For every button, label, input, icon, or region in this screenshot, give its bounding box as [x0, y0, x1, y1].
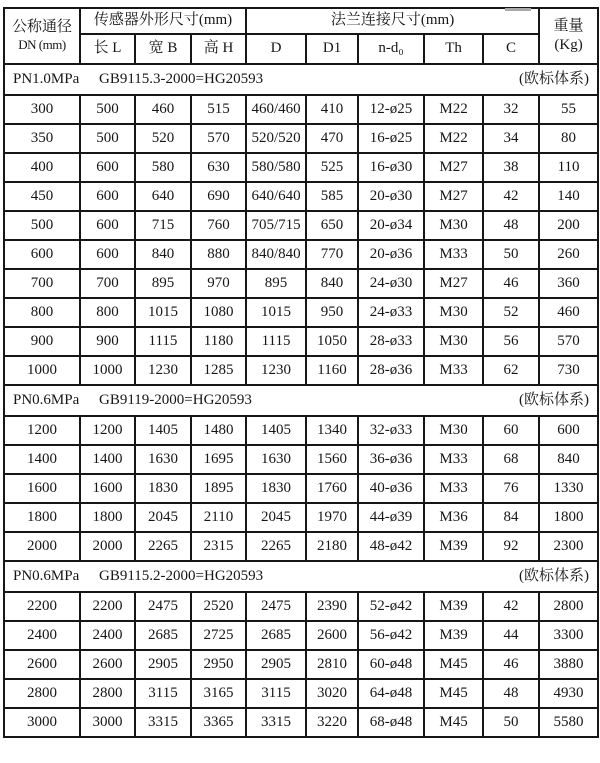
table-cell: M33: [424, 356, 483, 385]
table-cell: 46: [483, 650, 539, 679]
table-cell: 92: [483, 532, 539, 561]
table-cell: 3315: [135, 708, 191, 737]
table-cell: 600: [4, 240, 80, 269]
section-cell: [4, 385, 598, 416]
table-cell: 1180: [191, 327, 246, 356]
table-row: [4, 124, 598, 153]
table-cell: 24-ø33: [358, 298, 424, 327]
table-cell: 690: [191, 182, 246, 211]
table-cell: M39: [424, 592, 483, 621]
table-cell: 2800: [4, 679, 80, 708]
table-cell: 1600: [80, 474, 135, 503]
table-cell: 84: [483, 503, 539, 532]
section-row: [4, 561, 598, 592]
table-cell: 1830: [246, 474, 306, 503]
section-standard-note: (欧标体系): [519, 70, 590, 87]
column-header-c: C: [483, 34, 539, 64]
table-cell: 895: [135, 269, 191, 298]
table-row: [4, 327, 598, 356]
table-cell: 1800: [539, 503, 598, 532]
section-row: [4, 385, 598, 416]
table-cell: M30: [424, 327, 483, 356]
table-cell: 46: [483, 269, 539, 298]
table-cell: 1400: [4, 445, 80, 474]
table-cell: 28-ø33: [358, 327, 424, 356]
table-cell: 2600: [4, 650, 80, 679]
table-cell: 44: [483, 621, 539, 650]
table-cell: 2800: [539, 592, 598, 621]
table-cell: M33: [424, 240, 483, 269]
dn-label: 公称通径: [11, 19, 72, 36]
table-cell: 2400: [80, 621, 135, 650]
section-standard-code: GB9119-2000=HG20593: [99, 391, 252, 408]
table-cell: 470: [306, 124, 358, 153]
table-cell: M27: [424, 153, 483, 182]
table-cell: M45: [424, 650, 483, 679]
table-cell: 68-ø48: [358, 708, 424, 737]
table-cell: M45: [424, 679, 483, 708]
table-cell: 2685: [135, 621, 191, 650]
table-cell: 2200: [4, 592, 80, 621]
table-cell: 800: [80, 298, 135, 327]
section-pressure-rating: PN0.6MPa: [13, 567, 80, 584]
header-row-subcolumns: [4, 34, 598, 64]
table-cell: 900: [80, 327, 135, 356]
table-cell: 1000: [4, 356, 80, 385]
table-cell: 3000: [4, 708, 80, 737]
table-cell: 520: [135, 124, 191, 153]
table-cell: 300: [4, 95, 80, 124]
table-cell: 585: [306, 182, 358, 211]
table-cell: 1480: [191, 416, 246, 445]
table-cell: 1050: [306, 327, 358, 356]
table-cell: 515: [191, 95, 246, 124]
table-body: [4, 64, 598, 737]
table-cell: 1830: [135, 474, 191, 503]
table-cell: M39: [424, 621, 483, 650]
table-cell: 52-ø42: [358, 592, 424, 621]
table-cell: 2475: [135, 592, 191, 621]
table-cell: 42: [483, 592, 539, 621]
table-cell: 3115: [246, 679, 306, 708]
table-cell: M45: [424, 708, 483, 737]
table-cell: 60: [483, 416, 539, 445]
table-row: [4, 621, 598, 650]
table-row: [4, 416, 598, 445]
section-standard-note: (欧标体系): [519, 391, 590, 408]
header-row-groups: [4, 8, 598, 34]
table-cell: 48: [483, 211, 539, 240]
table-cell: 2390: [306, 592, 358, 621]
column-header-d1: D1: [306, 34, 358, 64]
table-cell: 350: [4, 124, 80, 153]
table-cell: 570: [191, 124, 246, 153]
table-cell: 140: [539, 182, 598, 211]
table-cell: 1285: [191, 356, 246, 385]
table-cell: M36: [424, 503, 483, 532]
table-cell: 360: [539, 269, 598, 298]
column-header-n-d0: n-d₀: [358, 34, 424, 64]
table-cell: 500: [80, 124, 135, 153]
table-cell: 2180: [306, 532, 358, 561]
table-cell: 2520: [191, 592, 246, 621]
table-cell: 64-ø48: [358, 679, 424, 708]
table-cell: 20-ø30: [358, 182, 424, 211]
table-cell: 2810: [306, 650, 358, 679]
table-cell: 28-ø36: [358, 356, 424, 385]
table-cell: 1895: [191, 474, 246, 503]
column-header-weight: [539, 8, 598, 64]
table-cell: 715: [135, 211, 191, 240]
table-cell: 840: [539, 445, 598, 474]
table-cell: 1115: [246, 327, 306, 356]
table-cell: 76: [483, 474, 539, 503]
table-cell: 3365: [191, 708, 246, 737]
column-header-width: 宽 B: [135, 34, 191, 64]
table-cell: 600: [80, 211, 135, 240]
table-row: [4, 153, 598, 182]
table-cell: M22: [424, 95, 483, 124]
table-cell: 580: [135, 153, 191, 182]
table-cell: 2300: [539, 532, 598, 561]
table-row: [4, 445, 598, 474]
table-cell: 730: [539, 356, 598, 385]
table-cell: 500: [4, 211, 80, 240]
table-cell: 840: [135, 240, 191, 269]
table-cell: 20-ø34: [358, 211, 424, 240]
table-cell: 32: [483, 95, 539, 124]
table-row: [4, 708, 598, 737]
column-header-dn: [4, 8, 80, 64]
table-cell: 410: [306, 95, 358, 124]
table-cell: 2905: [246, 650, 306, 679]
table-cell: 3300: [539, 621, 598, 650]
section-standard-code: GB9115.3-2000=HG20593: [99, 70, 264, 87]
table-cell: 1115: [135, 327, 191, 356]
table-row: [4, 182, 598, 211]
table-cell: 640: [135, 182, 191, 211]
table-cell: 44-ø39: [358, 503, 424, 532]
table-row: [4, 679, 598, 708]
table-cell: 1015: [135, 298, 191, 327]
table-cell: M33: [424, 445, 483, 474]
table-cell: 3315: [246, 708, 306, 737]
table-cell: 1630: [246, 445, 306, 474]
table-cell: 62: [483, 356, 539, 385]
column-header-length: 长 L: [80, 34, 135, 64]
column-header-height: 高 H: [191, 34, 246, 64]
table-cell: 1630: [135, 445, 191, 474]
table-cell: 460: [135, 95, 191, 124]
table-cell: 460: [539, 298, 598, 327]
table-cell: 55: [539, 95, 598, 124]
table-row: [4, 650, 598, 679]
table-cell: 2950: [191, 650, 246, 679]
table-cell: 705/715: [246, 211, 306, 240]
table-cell: 600: [80, 240, 135, 269]
table-cell: M33: [424, 474, 483, 503]
table-cell: 2110: [191, 503, 246, 532]
table-cell: 16-ø25: [358, 124, 424, 153]
table-cell: 5580: [539, 708, 598, 737]
table-cell: M30: [424, 211, 483, 240]
weight-unit: (Kg): [554, 36, 583, 53]
table-cell: 56-ø42: [358, 621, 424, 650]
table-cell: 110: [539, 153, 598, 182]
table-cell: 24-ø30: [358, 269, 424, 298]
table-cell: 800: [4, 298, 80, 327]
table-row: [4, 532, 598, 561]
table-cell: 1600: [4, 474, 80, 503]
table-cell: M39: [424, 532, 483, 561]
table-cell: 2600: [306, 621, 358, 650]
dn-unit: DN (mm): [18, 36, 66, 52]
table-cell: 895: [246, 269, 306, 298]
group-header-flange-dimensions: 法兰连接尺寸(mm): [246, 8, 539, 34]
table-cell: 630: [191, 153, 246, 182]
table-cell: 970: [191, 269, 246, 298]
table-cell: 3000: [80, 708, 135, 737]
table-cell: 3020: [306, 679, 358, 708]
table-cell: 450: [4, 182, 80, 211]
table-cell: 770: [306, 240, 358, 269]
table-cell: 1970: [306, 503, 358, 532]
table-cell: 2265: [246, 532, 306, 561]
table-cell: 1340: [306, 416, 358, 445]
table-cell: 80: [539, 124, 598, 153]
table-row: [4, 211, 598, 240]
table-row: [4, 95, 598, 124]
table-cell: 52: [483, 298, 539, 327]
table-cell: 400: [4, 153, 80, 182]
table-cell: 2600: [80, 650, 135, 679]
table-cell: 1800: [80, 503, 135, 532]
table-cell: 1760: [306, 474, 358, 503]
table-cell: 900: [4, 327, 80, 356]
table-cell: 700: [4, 269, 80, 298]
table-cell: 260: [539, 240, 598, 269]
table-cell: 42: [483, 182, 539, 211]
section-cell: [4, 64, 598, 95]
table-cell: 2000: [4, 532, 80, 561]
group-header-sensor-dimensions: 传感器外形尺寸(mm): [80, 8, 246, 34]
table-cell: 1160: [306, 356, 358, 385]
table-cell: M27: [424, 269, 483, 298]
table-cell: 60-ø48: [358, 650, 424, 679]
table-cell: 4930: [539, 679, 598, 708]
table-cell: 1695: [191, 445, 246, 474]
table-cell: 3220: [306, 708, 358, 737]
table-cell: 3115: [135, 679, 191, 708]
table-cell: 600: [80, 182, 135, 211]
table-cell: 840: [306, 269, 358, 298]
table-cell: 1230: [135, 356, 191, 385]
table-cell: M30: [424, 298, 483, 327]
weight-label: 重量: [553, 18, 584, 35]
table-cell: 3165: [191, 679, 246, 708]
table-cell: 2045: [246, 503, 306, 532]
table-cell: 2905: [135, 650, 191, 679]
section-pressure-rating: PN0.6MPa: [13, 391, 80, 408]
spec-table: [3, 7, 599, 738]
table-cell: 50: [483, 708, 539, 737]
scan-artifact-mark: [505, 8, 531, 11]
table-cell: 1400: [80, 445, 135, 474]
table-cell: 600: [80, 153, 135, 182]
table-cell: 640/640: [246, 182, 306, 211]
table-cell: 68: [483, 445, 539, 474]
column-header-th: Th: [424, 34, 483, 64]
table-cell: 38: [483, 153, 539, 182]
table-cell: 2315: [191, 532, 246, 561]
table-cell: 2400: [4, 621, 80, 650]
table-cell: 1080: [191, 298, 246, 327]
table-cell: 580/580: [246, 153, 306, 182]
table-row: [4, 298, 598, 327]
table-cell: 48: [483, 679, 539, 708]
section-cell: [4, 561, 598, 592]
column-header-d: D: [246, 34, 306, 64]
table-cell: 1230: [246, 356, 306, 385]
table-cell: 1405: [246, 416, 306, 445]
table-cell: 1330: [539, 474, 598, 503]
table-cell: 600: [539, 416, 598, 445]
table-row: [4, 269, 598, 298]
table-cell: 840/840: [246, 240, 306, 269]
section-standard-code: GB9115.2-2000=HG20593: [99, 567, 264, 584]
table-cell: 1200: [80, 416, 135, 445]
table-cell: 3880: [539, 650, 598, 679]
table-cell: 48-ø42: [358, 532, 424, 561]
table-cell: 650: [306, 211, 358, 240]
section-row: [4, 64, 598, 95]
table-cell: 36-ø36: [358, 445, 424, 474]
table-cell: 1015: [246, 298, 306, 327]
section-pressure-rating: PN1.0MPa: [13, 70, 80, 87]
table-cell: 40-ø36: [358, 474, 424, 503]
table-cell: 1560: [306, 445, 358, 474]
table-cell: 880: [191, 240, 246, 269]
table-cell: 34: [483, 124, 539, 153]
table-cell: 950: [306, 298, 358, 327]
table-row: [4, 592, 598, 621]
table-cell: 700: [80, 269, 135, 298]
table-row: [4, 503, 598, 532]
table-cell: 56: [483, 327, 539, 356]
table-cell: 2800: [80, 679, 135, 708]
table-cell: 1800: [4, 503, 80, 532]
table-cell: 460/460: [246, 95, 306, 124]
table-row: [4, 356, 598, 385]
table-cell: 1200: [4, 416, 80, 445]
table-cell: 2475: [246, 592, 306, 621]
section-standard-note: (欧标体系): [519, 567, 590, 584]
table-cell: 2045: [135, 503, 191, 532]
table-cell: 32-ø33: [358, 416, 424, 445]
table-cell: 1405: [135, 416, 191, 445]
table-cell: 2265: [135, 532, 191, 561]
table-cell: 2000: [80, 532, 135, 561]
table-row: [4, 240, 598, 269]
table-cell: 520/520: [246, 124, 306, 153]
table-cell: M22: [424, 124, 483, 153]
table-cell: 2685: [246, 621, 306, 650]
table-cell: 200: [539, 211, 598, 240]
table-cell: 500: [80, 95, 135, 124]
table-cell: 2725: [191, 621, 246, 650]
table-cell: M27: [424, 182, 483, 211]
table-cell: 760: [191, 211, 246, 240]
table-cell: M30: [424, 416, 483, 445]
table-row: [4, 474, 598, 503]
table-header: [4, 8, 598, 64]
table-cell: 2200: [80, 592, 135, 621]
table-cell: 16-ø30: [358, 153, 424, 182]
table-cell: 50: [483, 240, 539, 269]
table-cell: 525: [306, 153, 358, 182]
table-cell: 570: [539, 327, 598, 356]
table-cell: 20-ø36: [358, 240, 424, 269]
table-cell: 12-ø25: [358, 95, 424, 124]
table-cell: 1000: [80, 356, 135, 385]
